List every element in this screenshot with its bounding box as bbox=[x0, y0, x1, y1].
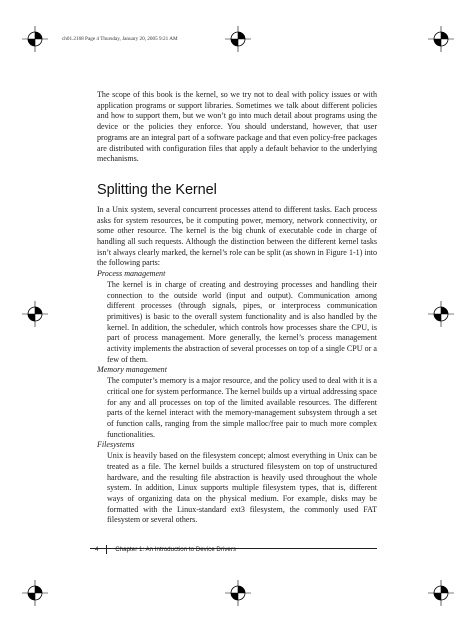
registration-mark-bottom-right-icon bbox=[428, 580, 454, 606]
section-heading: Splitting the Kernel bbox=[97, 181, 217, 198]
description-memory-management: The computer’s memory is a major resource, and the policy used to deal with it is a critical one for system performance. The kernel builds up a virtual addressing space for any and all processes on top of the limited available resources. The different parts of the kernel interact with the memory-management subsystem through a set of function calls, ranging from the simple malloc/free pair to much more complex functionalities. bbox=[107, 376, 377, 439]
print-slug: ch01.2168 Page 4 Thursday, January 20, 2005 9:21 AM bbox=[62, 36, 178, 42]
page-footer bbox=[95, 545, 236, 554]
registration-mark-top-left-icon bbox=[22, 26, 48, 52]
registration-mark-bottom-left-icon bbox=[22, 580, 48, 606]
term-memory-management: Memory management bbox=[97, 365, 167, 375]
description-process-management: The kernel is in charge of creating and destroying processes and handling their connection to the outside world (input and output). Communication among different processes (through signals, pipes, or interprocess communication primitives) is basic to the overall system functionality and is also handled by the kernel. In addition, the scheduler, which controls how processes share the CPU, is part of process management. More generally, the kernel’s process management activity implements the abstraction of several processes on top of a single CPU or a few of them. bbox=[107, 279, 377, 364]
term-process-management: Process management bbox=[97, 269, 166, 279]
page-body bbox=[97, 90, 377, 526]
registration-mark-top-right-icon bbox=[428, 26, 454, 52]
description-filesystems: Unix is heavily based on the filesystem concept; almost everything in Unix can be treated as a file. The kernel builds a structured filesystem on top of unstructured hardware, and the resulting file abstraction is heavily used throughout the whole system. In addition, Linux supports multiple filesystem types, that is, different ways of organizing data on the physical medium. For example, disks may be formatted with the Linux-standard ext3 filesystem, the commonly used FAT filesystem or several others. bbox=[107, 451, 377, 525]
term-filesystems: Filesystems bbox=[97, 440, 135, 450]
section-lead-paragraph: In a Unix system, several concurrent processes attend to different tasks. Each process asks for system resources, be it computing power, memory, network connectivity, or some other resource. The kernel is the big chunk of executable code in charge of handling all such requests. Although the distinction between the different kernel tasks isn’t always clearly marked, the kernel’s role can be split (as shown in Figure 1-1) into the following parts: bbox=[97, 204, 377, 268]
running-footer-chapter: Chapter 1: An Introduction to Device Drivers bbox=[115, 546, 236, 554]
page-number: 4 bbox=[95, 546, 99, 554]
registration-mark-left-middle-icon bbox=[22, 301, 48, 327]
registration-mark-top-center-icon bbox=[225, 26, 251, 52]
footer-separator bbox=[106, 545, 107, 554]
registration-mark-bottom-center-icon bbox=[225, 580, 251, 606]
registration-mark-right-middle-icon bbox=[428, 301, 454, 327]
intro-paragraph: The scope of this book is the kernel, so we try not to deal with policy issues or with application programs or support libraries. Sometimes we talk about different policies and how to support them, but we won’t go into much detail about programs using the device or the policies they enforce. You should understand, however, that user programs are an integral part of a software package and that even policy-free packages are distributed with configuration files that apply a default behavior to the underlying mechanisms. bbox=[97, 90, 377, 164]
